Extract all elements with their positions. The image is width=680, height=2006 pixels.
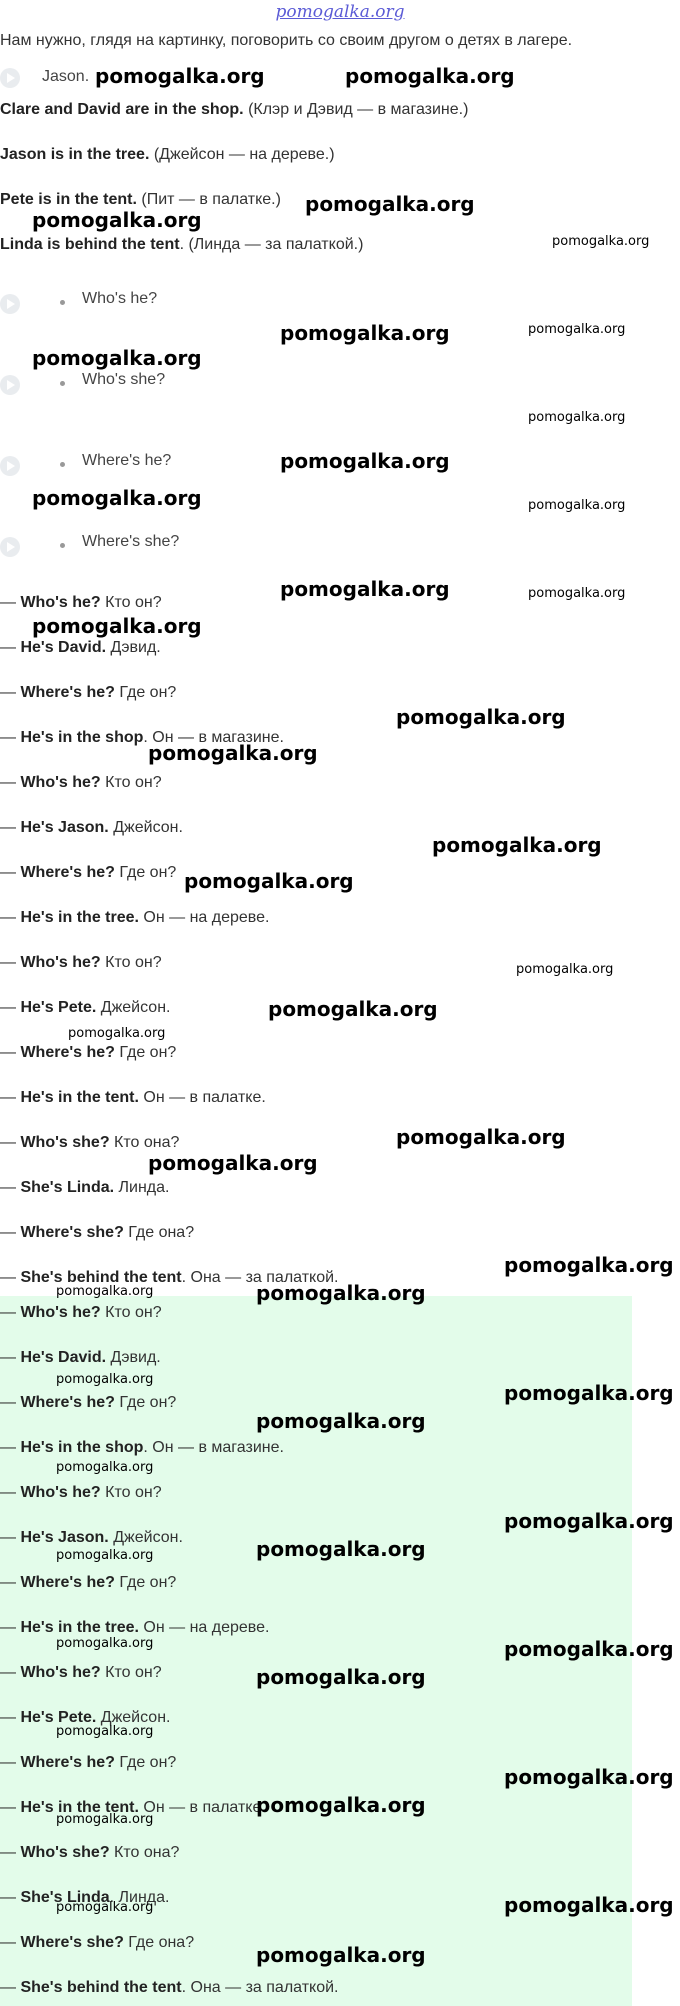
- dash: —: [0, 864, 21, 881]
- answer-ru: Кто он?: [100, 1664, 162, 1681]
- answer-en: She's behind the tent: [20, 1979, 182, 1996]
- dialogue-en: Who's he?: [20, 954, 101, 971]
- sentence-line: [0, 191, 281, 209]
- dash: —: [0, 1844, 21, 1861]
- answer-en: Who's she?: [20, 1844, 110, 1861]
- watermark: pomogalka.org: [516, 962, 614, 977]
- watermark: pomogalka.org: [280, 449, 450, 473]
- answer-line: [0, 1664, 162, 1682]
- dash: —: [0, 594, 21, 611]
- answer-en: He's in the shop: [20, 1439, 144, 1456]
- dialogue-ru: Он — в палатке.: [138, 1089, 266, 1106]
- dash: —: [0, 1304, 21, 1321]
- watermark: pomogalka.org: [256, 1665, 426, 1689]
- answer-en: He's David.: [20, 1349, 107, 1366]
- watermark: pomogalka.org: [268, 997, 438, 1021]
- dialogue-line: [0, 1089, 266, 1107]
- answer-en: He's in the tent.: [20, 1799, 139, 1816]
- dialogue-ru: . Она — за палаткой.: [181, 1269, 339, 1286]
- answer-ru: Он — на дереве.: [138, 1619, 270, 1636]
- dash: —: [0, 684, 21, 701]
- dialogue-en: She's Linda.: [20, 1179, 115, 1196]
- task-intro: Нам нужно, глядя на картинку, поговорить со своим другом о детях в лагере.: [0, 32, 573, 49]
- watermark: pomogalka.org: [95, 64, 265, 88]
- dash: —: [0, 1089, 21, 1106]
- watermark: pomogalka.org: [256, 1943, 426, 1967]
- watermark: pomogalka.org: [148, 1151, 318, 1175]
- dialogue-en: He's Pete.: [20, 999, 97, 1016]
- answer-ru: Кто он?: [100, 1304, 162, 1321]
- dash: —: [0, 1224, 21, 1241]
- answer-line: [0, 1394, 176, 1412]
- question-label: Who's she?: [82, 371, 166, 388]
- bullet-icon: [60, 381, 65, 386]
- watermark: pomogalka.org: [256, 1409, 426, 1433]
- answer-ru: Кто он?: [100, 1484, 162, 1501]
- dialogue-en: He's Jason.: [20, 819, 109, 836]
- answer-en: He's Jason.: [20, 1529, 109, 1546]
- dialogue-en: Where's she?: [20, 1224, 124, 1241]
- answer-en: Where's he?: [20, 1394, 115, 1411]
- answer-en: Where's he?: [20, 1574, 115, 1591]
- dialogue-line: [0, 954, 162, 972]
- dialogue-en: She's behind the tent: [20, 1269, 182, 1286]
- dialogue-line: [0, 1224, 194, 1242]
- dialogue-line: [0, 1044, 176, 1062]
- answer-en: He's Pete.: [20, 1709, 97, 1726]
- answer-ru: Где он?: [114, 1394, 177, 1411]
- watermark: pomogalka.org: [280, 577, 450, 601]
- answer-en: He's in the tree.: [20, 1619, 139, 1636]
- dash: —: [0, 1439, 21, 1456]
- answer-ru: Он — в палатке.: [138, 1799, 266, 1816]
- answer-ru: . Он — в магазине.: [143, 1439, 284, 1456]
- dash: —: [0, 1484, 21, 1501]
- watermark: pomogalka.org: [56, 1460, 154, 1475]
- answer-line: [0, 1529, 183, 1547]
- bullet-icon: [60, 462, 65, 467]
- watermark: pomogalka.org: [504, 1509, 674, 1533]
- play-audio-icon[interactable]: [0, 375, 20, 395]
- dialogue-ru: Где он?: [114, 864, 177, 881]
- sentence-ru: (Клэр и Дэвид — в магазине.): [243, 101, 469, 118]
- dialogue-en: Who's she?: [20, 1134, 110, 1151]
- watermark: pomogalka.org: [504, 1765, 674, 1789]
- watermark: pomogalka.org: [552, 234, 650, 249]
- dash: —: [0, 819, 21, 836]
- watermark: pomogalka.org: [256, 1793, 426, 1817]
- watermark: pomogalka.org: [528, 586, 626, 601]
- play-audio-icon[interactable]: [0, 537, 20, 557]
- watermark: pomogalka.org: [56, 1900, 154, 1915]
- question-label: Where's he?: [82, 452, 172, 469]
- answer-line: [0, 1979, 338, 1997]
- answer-ru: Джейсон.: [108, 1529, 183, 1546]
- answer-en: Where's he?: [20, 1754, 115, 1771]
- dash: —: [0, 1179, 21, 1196]
- watermark: pomogalka.org: [528, 498, 626, 513]
- sentence-line: [0, 101, 468, 119]
- dash: —: [0, 1979, 21, 1996]
- watermark: pomogalka.org: [528, 322, 626, 337]
- answer-line: [0, 1619, 269, 1637]
- play-audio-icon[interactable]: [0, 68, 20, 88]
- dialogue-line: [0, 639, 161, 657]
- dash: —: [0, 1044, 21, 1061]
- dialogue-en: Where's he?: [20, 864, 115, 881]
- watermark: pomogalka.org: [305, 192, 475, 216]
- sentence-line: [0, 236, 363, 254]
- answer-ru: Кто она?: [109, 1844, 180, 1861]
- dialogue-ru: Он — на дереве.: [138, 909, 270, 926]
- watermark: pomogalka.org: [184, 869, 354, 893]
- dash: —: [0, 1529, 21, 1546]
- dialogue-en: He's in the shop: [20, 729, 144, 746]
- sentence-en: Pete is in the tent.: [0, 191, 137, 208]
- sentence-en: Clare and David are in the shop.: [0, 101, 244, 118]
- watermark: pomogalka.org: [32, 346, 202, 370]
- dash: —: [0, 639, 21, 656]
- bullet-icon: [60, 543, 65, 548]
- dash: —: [0, 1394, 21, 1411]
- dialogue-en: He's in the tent.: [20, 1089, 139, 1106]
- watermark: pomogalka.org: [432, 833, 602, 857]
- watermark: pomogalka.org: [345, 64, 515, 88]
- dialogue-en: He's in the tree.: [20, 909, 139, 926]
- dialogue-line: [0, 819, 183, 837]
- dialogue-ru: Кто он?: [100, 774, 162, 791]
- dialogue-ru: Дэвид.: [106, 639, 161, 656]
- dialogue-line: [0, 1134, 179, 1152]
- dialogue-line: [0, 909, 269, 927]
- watermark: pomogalka.org: [256, 1281, 426, 1305]
- sentence-en: Jason is in the tree.: [0, 146, 150, 163]
- dash: —: [0, 774, 21, 791]
- sentence-line: [0, 146, 335, 164]
- answer-en: She's Linda: [20, 1889, 110, 1906]
- answer-ru: Где он?: [114, 1574, 177, 1591]
- dialogue-ru: . Он — в магазине.: [143, 729, 284, 746]
- dialogue-en: Where's he?: [20, 684, 115, 701]
- watermark: pomogalka.org: [56, 1372, 154, 1387]
- dialogue-line: [0, 999, 170, 1017]
- dash: —: [0, 1269, 21, 1286]
- answer-ru: Дэвид.: [106, 1349, 161, 1366]
- dash: —: [0, 1619, 21, 1636]
- play-audio-icon[interactable]: [0, 456, 20, 476]
- dialogue-ru: Кто он?: [100, 594, 162, 611]
- watermark: pomogalka.org: [56, 1636, 154, 1651]
- watermark: pomogalka.org: [504, 1637, 674, 1661]
- watermark: pomogalka.org: [280, 321, 450, 345]
- bullet-icon: [60, 300, 65, 305]
- dialogue-en: He's David.: [20, 639, 107, 656]
- answer-line: [0, 1934, 194, 1952]
- watermark: pomogalka.org: [32, 614, 202, 638]
- watermark: pomogalka.org: [528, 410, 626, 425]
- answer-en: Who's he?: [20, 1484, 101, 1501]
- dash: —: [0, 1889, 21, 1906]
- dialogue-ru: Кто она?: [109, 1134, 180, 1151]
- answer-line: [0, 1304, 162, 1322]
- watermark: pomogalka.org: [56, 1812, 154, 1827]
- watermark: pomogalka.org: [56, 1548, 154, 1563]
- watermark: pomogalka.org: [504, 1381, 674, 1405]
- dialogue-ru: Джейсон.: [96, 999, 171, 1016]
- site-logo[interactable]: pomogalka.org: [275, 2, 405, 22]
- dialogue-en: Where's he?: [20, 1044, 115, 1061]
- dash: —: [0, 1349, 21, 1366]
- dash: —: [0, 1934, 21, 1951]
- dialogue-line: [0, 594, 162, 612]
- answer-ru: Джейсон.: [96, 1709, 171, 1726]
- watermark: pomogalka.org: [32, 486, 202, 510]
- watermark: pomogalka.org: [396, 1125, 566, 1149]
- dash: —: [0, 729, 21, 746]
- dialogue-line: [0, 774, 162, 792]
- dash: —: [0, 909, 21, 926]
- watermark: pomogalka.org: [504, 1253, 674, 1277]
- dialogue-en: Who's he?: [20, 594, 101, 611]
- answer-ru: Где он?: [114, 1754, 177, 1771]
- dialogue-ru: Джейсон.: [108, 819, 183, 836]
- dialogue-line: [0, 1179, 169, 1197]
- sentence-ru: . (Линда — за палаткой.): [179, 236, 364, 253]
- dash: —: [0, 1799, 21, 1816]
- dialogue-ru: Где он?: [114, 1044, 177, 1061]
- dash: —: [0, 999, 21, 1016]
- watermark: pomogalka.org: [148, 741, 318, 765]
- watermark: pomogalka.org: [56, 1284, 154, 1299]
- watermark: pomogalka.org: [68, 1026, 166, 1041]
- answer-ru: . Линда.: [109, 1889, 170, 1906]
- dash: —: [0, 1134, 21, 1151]
- dash: —: [0, 1754, 21, 1771]
- watermark: pomogalka.org: [396, 705, 566, 729]
- answer-en: Who's he?: [20, 1664, 101, 1681]
- dialogue-line: [0, 684, 176, 702]
- dialogue-ru: Кто он?: [100, 954, 162, 971]
- dash: —: [0, 1664, 21, 1681]
- question-label: Where's she?: [82, 533, 180, 550]
- answer-line: [0, 1754, 176, 1772]
- dialogue-ru: Линда.: [114, 1179, 170, 1196]
- watermark: pomogalka.org: [56, 1724, 154, 1739]
- dash: —: [0, 1574, 21, 1591]
- sentence-en: Linda is behind the tent: [0, 236, 180, 253]
- answer-ru: Где она?: [123, 1934, 195, 1951]
- dash: —: [0, 954, 21, 971]
- answer-en: Who's he?: [20, 1304, 101, 1321]
- watermark: pomogalka.org: [32, 208, 202, 232]
- dash: —: [0, 1709, 21, 1726]
- sentence-ru: (Джейсон — на дереве.): [149, 146, 335, 163]
- answer-line: [0, 1484, 162, 1502]
- answer-ru: . Она — за палаткой.: [181, 1979, 339, 1996]
- dialogue-ru: Где он?: [114, 684, 177, 701]
- answer-line: [0, 1844, 179, 1862]
- dialogue-ru: Где она?: [123, 1224, 195, 1241]
- audio-label: Jason.: [42, 68, 90, 85]
- answer-line: [0, 1439, 284, 1457]
- play-audio-icon[interactable]: [0, 294, 20, 314]
- watermark: pomogalka.org: [256, 1537, 426, 1561]
- answer-line: [0, 1574, 176, 1592]
- watermark: pomogalka.org: [504, 1893, 674, 1917]
- answer-line: [0, 1349, 161, 1367]
- question-label: Who's he?: [82, 290, 158, 307]
- answer-en: Where's she?: [20, 1934, 124, 1951]
- dialogue-en: Who's he?: [20, 774, 101, 791]
- sentence-ru: (Пит — в палатке.): [136, 191, 281, 208]
- dialogue-line: [0, 864, 176, 882]
